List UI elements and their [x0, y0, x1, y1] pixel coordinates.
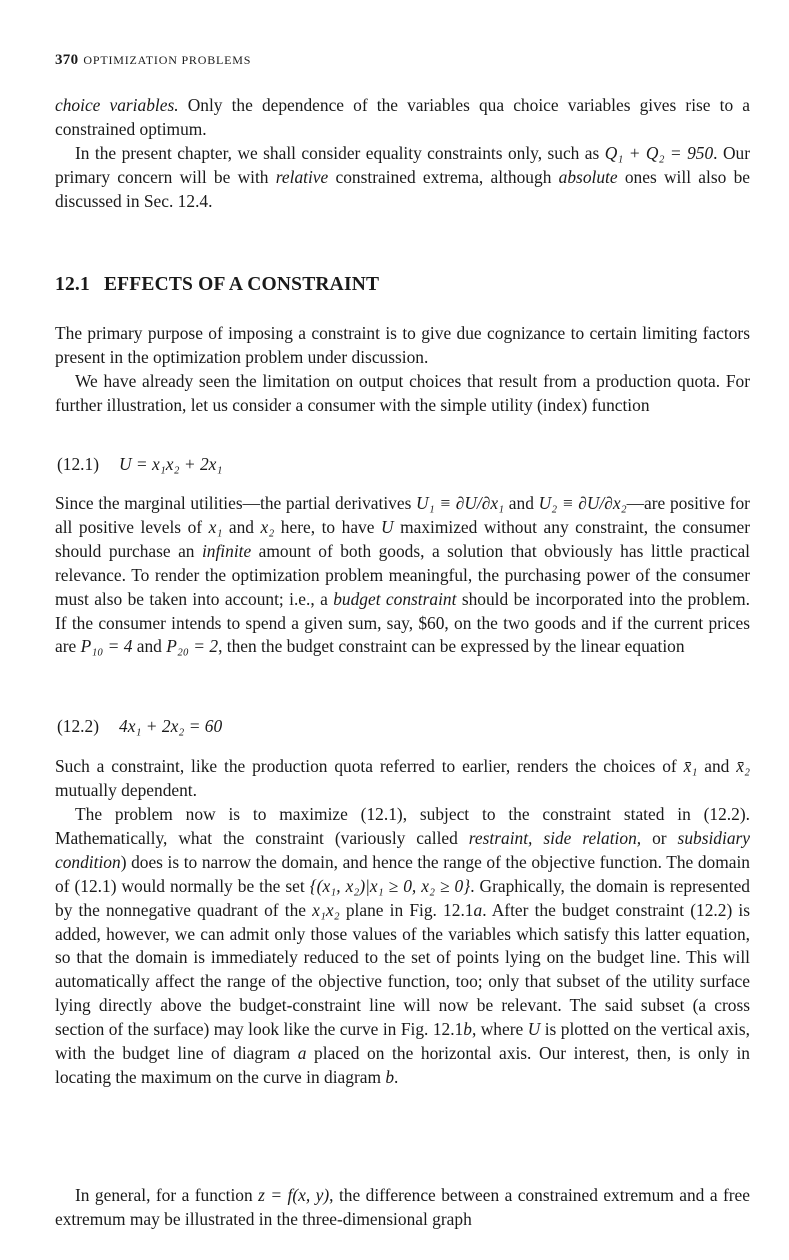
paragraph-6: In general, for a function z = f(x, y), the difference between a constrained extremum and a free extremum may be illustrated in the three-dimensional graph: [55, 1185, 750, 1229]
section-title: EFFECTS OF A CONSTRAINT: [103, 274, 380, 295]
paragraph-1: The primary purpose of imposing a constraint is to give due cognizance to certain limiting factors present in the optimization problem under discussion.: [55, 323, 750, 367]
equation-body: U = x₁x₂ + 2x₁: [119, 454, 223, 474]
page-header: [55, 47, 755, 67]
paragraph-2: We have already seen the limitation on output choices that result from a production quota. For further illustration, let us consider a consumer with the simple utility (index) function: [55, 371, 750, 415]
paragraph-5: The problem now is to maximize (12.1), subject to the constraint stated in (12.2). Mathematically, what the constraint (variously called restraint, side relation, or subsidiary condition) does is to narrow the domain, and hence the range of the objective function. The domain of (12.1) would normally be the set {(x₁, x₂)|x₁ ≥ 0, x₂ ≥ 0}. Graphically, the domain is represented by the nonnegative quadrant of the x₁x₂ plane in Fig. 12.1a. After the budget constraint (12.2) is added, however, we can admit only those values of the variables which satisfy this latter equation, so that the domain is immediately reduced to the set of points lying on the budget line. This will automatically affect the range of the objective function, too; only that subset of the utility surface lying directly above the budget-constraint line will now be relevant. The said subset (a cross section of the surface) may look like the curve in Fig. 12.1b, where U is plotted on the vertical axis, with the budget line of diagram a placed on the horizontal axis. Our interest, then, is only in locating the maximum on the curve in diagram b.: [55, 804, 751, 1087]
running-title: OPTIMIZATION PROBLEMS: [83, 53, 252, 67]
paragraph-4: Such a constraint, like the production quota referred to earlier, renders the choices of x̄₁ and x̄₂ mutually dependent.: [55, 756, 750, 800]
section-heading: [55, 273, 755, 297]
equation-label: (12.2): [57, 716, 100, 736]
intro-paragraph-2: In the present chapter, we shall consider equality constraints only, such as Q₁ + Q₂ = 950. Our primary concern will be with relative constrained extrema, although absolute ones will also be discussed in Sec. 12.4.: [55, 143, 750, 211]
equation-12-1: [57, 453, 737, 477]
equation-body: 4x₁ + 2x₂ = 60: [119, 716, 223, 736]
paragraph-3: Since the marginal utilities—the partial derivatives U₁ ≡ ∂U/∂x₁ and U₂ ≡ ∂U/∂x₂—are positive for all positive levels of x₁ and x₂ here, to have U maximized without any constraint, the consumer should purchase an infinite amount of both goods, a solution that obviously has little practical relevance. To render the optimization problem meaningful, the purchasing power of the consumer must also be taken into account; i.e., a budget constraint should be incorporated into the problem. If the consumer intends to spend a given sum, say, $60, on the two goods and if the current prices are P₁₀ = 4 and P₂₀ = 2, then the budget constraint can be expressed by the linear equation: [55, 493, 750, 657]
page-number: 370: [55, 52, 79, 68]
equation-12-2: [57, 715, 737, 739]
equation-label: (12.1): [57, 454, 100, 474]
section-number: 12.1: [55, 274, 90, 295]
equation-inline: Q₁ + Q₂ = 950: [604, 143, 714, 163]
intro-paragraph-1: choice variables. Only the dependence of the variables qua choice variables gives rise to a constrained optimum.: [55, 95, 751, 139]
